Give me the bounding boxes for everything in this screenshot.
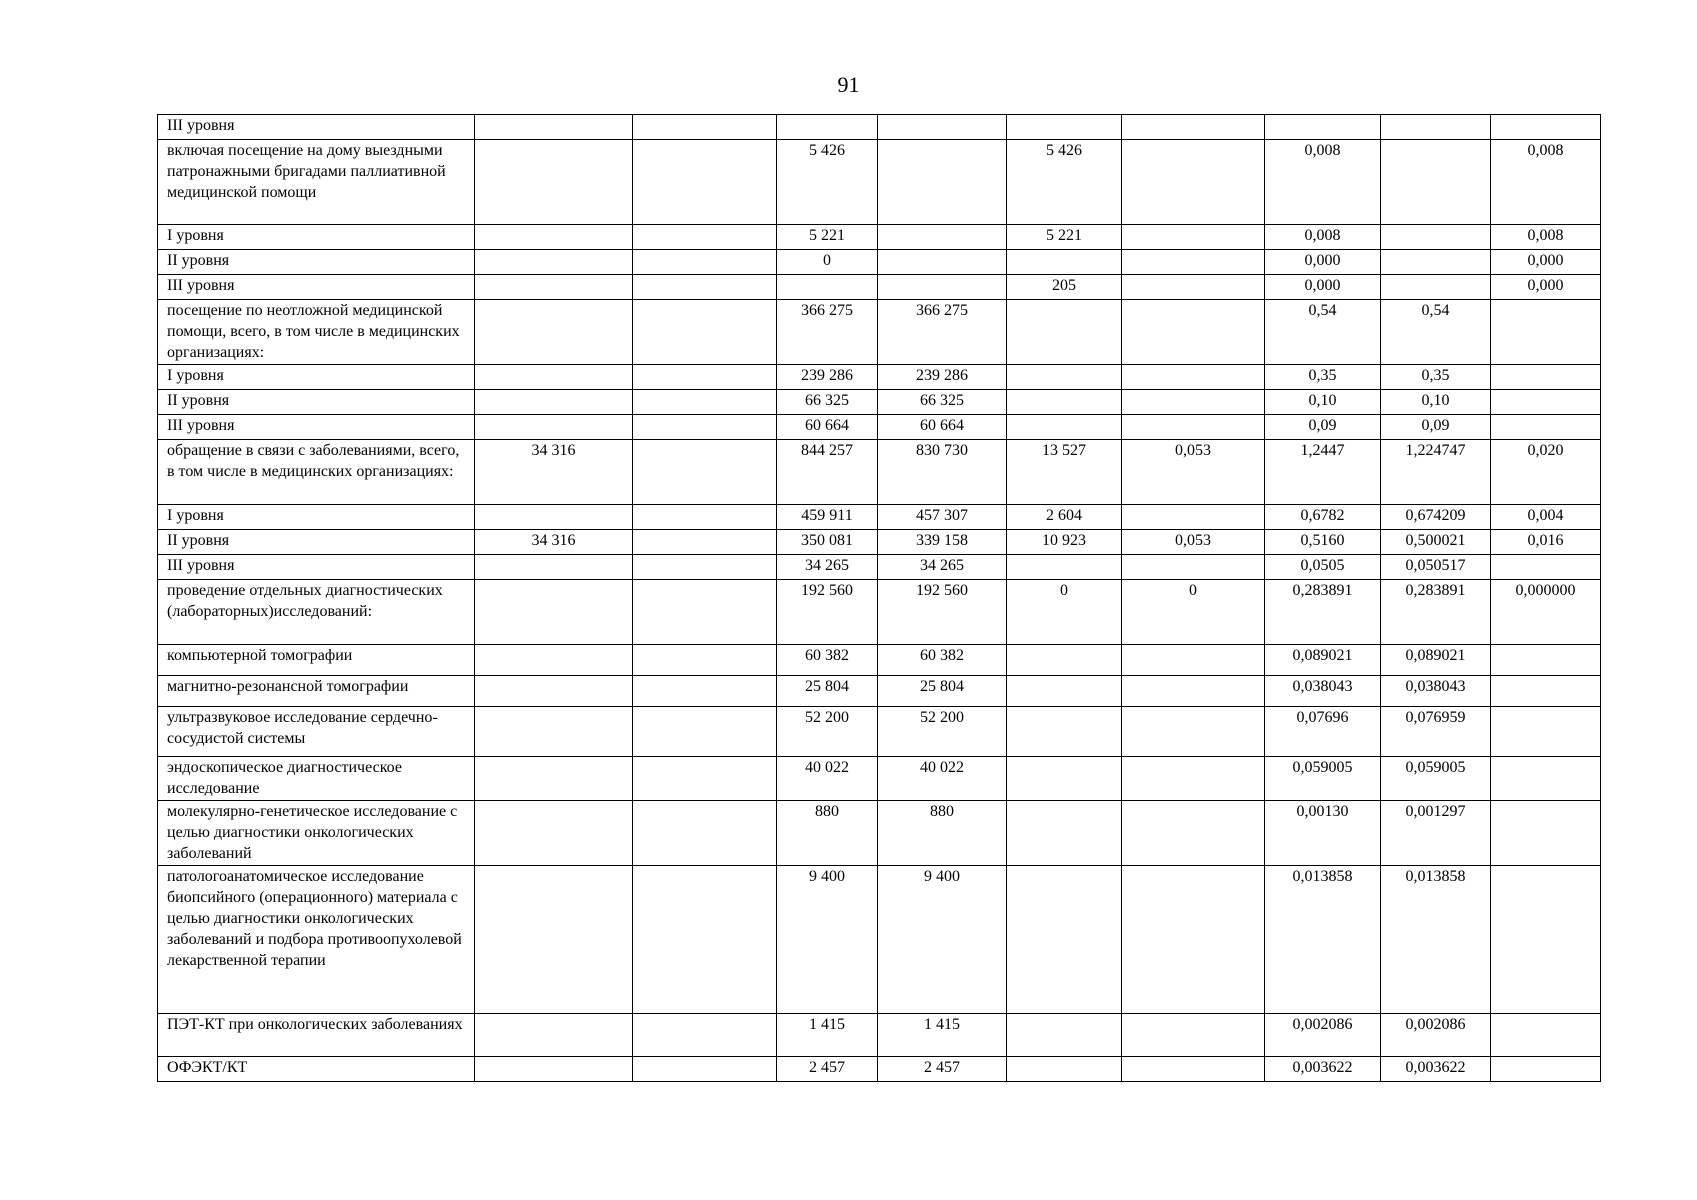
table-row <box>158 530 1601 555</box>
table-cell: 0,059005 <box>1381 757 1491 801</box>
table-cell: 1,224747 <box>1381 440 1491 505</box>
table-cell <box>777 115 878 140</box>
table-cell <box>1491 390 1601 415</box>
table-cell <box>878 225 1007 250</box>
row-label-cell: включая посещение на дому выездными патронажными бригадами паллиативной медицинской помощи <box>158 140 475 225</box>
table-cell: 25 804 <box>878 676 1007 707</box>
table-cell: 34 265 <box>878 555 1007 580</box>
table-cell: 1 415 <box>878 1014 1007 1057</box>
table-cell: 40 022 <box>878 757 1007 801</box>
table-cell <box>1122 300 1265 365</box>
table-cell: 52 200 <box>878 707 1007 757</box>
table-cell <box>1381 115 1491 140</box>
row-label-cell: III уровня <box>158 415 475 440</box>
table-cell: 0,283891 <box>1381 580 1491 645</box>
row-label-cell: ПЭТ-КТ при онкологических заболеваниях <box>158 1014 475 1057</box>
table-cell <box>1007 365 1122 390</box>
table-row <box>158 757 1601 801</box>
table-cell <box>475 115 633 140</box>
table-cell <box>1491 866 1601 1014</box>
table-cell <box>475 866 633 1014</box>
table-cell <box>633 275 777 300</box>
table-cell <box>1491 676 1601 707</box>
row-label-cell: I уровня <box>158 225 475 250</box>
table-row <box>158 115 1601 140</box>
table-cell: 0,016 <box>1491 530 1601 555</box>
table-cell <box>878 275 1007 300</box>
row-label-cell: магнитно-резонансной томографии <box>158 676 475 707</box>
table-cell <box>1007 801 1122 866</box>
row-label-cell: обращение в связи с заболеваниями, всего, в том числе в медицинских организациях: <box>158 440 475 505</box>
row-label-cell: III уровня <box>158 555 475 580</box>
table-cell: 60 664 <box>777 415 878 440</box>
table-cell: 0,089021 <box>1381 645 1491 676</box>
row-label-cell: ультразвуковое исследование сердечно-сосудистой системы <box>158 707 475 757</box>
table-row <box>158 365 1601 390</box>
table-cell <box>633 225 777 250</box>
table-cell: 880 <box>777 801 878 866</box>
table-cell <box>1381 250 1491 275</box>
table-cell <box>1491 1014 1601 1057</box>
table-cell: 34 265 <box>777 555 878 580</box>
table-cell <box>633 580 777 645</box>
table-cell: 60 664 <box>878 415 1007 440</box>
table-row <box>158 390 1601 415</box>
table-cell <box>1122 275 1265 300</box>
table-row <box>158 415 1601 440</box>
table-cell: 5 426 <box>1007 140 1122 225</box>
table-cell: 0,002086 <box>1265 1014 1381 1057</box>
table-cell: 0,000 <box>1491 250 1601 275</box>
table-cell <box>878 140 1007 225</box>
table-cell: 0,038043 <box>1265 676 1381 707</box>
table-cell <box>633 505 777 530</box>
table-cell: 60 382 <box>878 645 1007 676</box>
table-cell <box>475 390 633 415</box>
table-cell: 10 923 <box>1007 530 1122 555</box>
table-cell: 0,54 <box>1265 300 1381 365</box>
table-cell <box>475 225 633 250</box>
table-cell <box>1122 225 1265 250</box>
table-cell <box>475 1014 633 1057</box>
table-cell: 2 457 <box>777 1057 878 1082</box>
table-cell <box>475 1057 633 1082</box>
table-cell: 0,008 <box>1265 140 1381 225</box>
table-row <box>158 440 1601 505</box>
table-cell: 66 325 <box>777 390 878 415</box>
row-label-cell: I уровня <box>158 505 475 530</box>
table-cell: 0,003622 <box>1265 1057 1381 1082</box>
table-cell: 60 382 <box>777 645 878 676</box>
table-cell <box>1122 140 1265 225</box>
table-cell: 350 081 <box>777 530 878 555</box>
table-cell <box>1122 390 1265 415</box>
table-row <box>158 866 1601 1014</box>
table-cell: 0,10 <box>1381 390 1491 415</box>
table-cell <box>633 707 777 757</box>
table-cell <box>1491 365 1601 390</box>
table-cell <box>1122 645 1265 676</box>
table-cell: 239 286 <box>878 365 1007 390</box>
table-cell <box>475 140 633 225</box>
table-cell: 0,674209 <box>1381 505 1491 530</box>
table-cell <box>475 580 633 645</box>
table-cell: 0,07696 <box>1265 707 1381 757</box>
row-label-cell: ОФЭКТ/КТ <box>158 1057 475 1082</box>
table-cell <box>1122 505 1265 530</box>
table-cell <box>1491 757 1601 801</box>
table-cell <box>1122 1057 1265 1082</box>
table-cell: 205 <box>1007 275 1122 300</box>
table-cell <box>878 250 1007 275</box>
table-cell <box>475 801 633 866</box>
table-cell: 0,283891 <box>1265 580 1381 645</box>
table-cell <box>475 300 633 365</box>
table-cell: 0,020 <box>1491 440 1601 505</box>
table-cell <box>1122 757 1265 801</box>
table-cell <box>633 140 777 225</box>
table-cell: 0,35 <box>1381 365 1491 390</box>
table-cell: 0,35 <box>1265 365 1381 390</box>
table-cell: 0,10 <box>1265 390 1381 415</box>
table-cell: 52 200 <box>777 707 878 757</box>
table-cell: 1,2447 <box>1265 440 1381 505</box>
table-cell <box>633 365 777 390</box>
row-label-cell: молекулярно-генетическое исследование с целью диагностики онкологических заболеваний <box>158 801 475 866</box>
table-row <box>158 225 1601 250</box>
table-cell <box>1491 115 1601 140</box>
table-cell: 9 400 <box>777 866 878 1014</box>
table-cell: 40 022 <box>777 757 878 801</box>
table-cell <box>1007 757 1122 801</box>
table-cell <box>1491 801 1601 866</box>
table-cell: 2 604 <box>1007 505 1122 530</box>
table-cell: 0,002086 <box>1381 1014 1491 1057</box>
table-cell: 192 560 <box>878 580 1007 645</box>
table-cell: 9 400 <box>878 866 1007 1014</box>
table-cell <box>1122 115 1265 140</box>
table-cell: 0,09 <box>1265 415 1381 440</box>
row-label-cell: II уровня <box>158 390 475 415</box>
table-cell: 34 316 <box>475 440 633 505</box>
table-cell <box>1122 250 1265 275</box>
row-label-cell: посещение по неотложной медицинской помощи, всего, в том числе в медицинских организациях: <box>158 300 475 365</box>
table-cell <box>1007 250 1122 275</box>
table-cell: 2 457 <box>878 1057 1007 1082</box>
row-label-cell: III уровня <box>158 115 475 140</box>
table-row <box>158 505 1601 530</box>
row-label-cell: эндоскопическое диагностическое исследование <box>158 757 475 801</box>
table-row <box>158 580 1601 645</box>
table-cell: 0,00130 <box>1265 801 1381 866</box>
table-cell: 0,54 <box>1381 300 1491 365</box>
table-cell <box>1491 415 1601 440</box>
table-cell: 0,008 <box>1265 225 1381 250</box>
table-cell <box>1265 115 1381 140</box>
table-cell <box>475 757 633 801</box>
table-cell: 0,09 <box>1381 415 1491 440</box>
table-cell: 0,500021 <box>1381 530 1491 555</box>
table-row <box>158 1057 1601 1082</box>
table-cell: 457 307 <box>878 505 1007 530</box>
row-label-cell: II уровня <box>158 530 475 555</box>
table-cell <box>475 505 633 530</box>
table-cell <box>633 757 777 801</box>
table-row <box>158 1014 1601 1057</box>
table-cell: 0,013858 <box>1381 866 1491 1014</box>
table-cell <box>1007 1014 1122 1057</box>
table-cell: 339 158 <box>878 530 1007 555</box>
row-label-cell: патологоанатомическое исследование биопсийного (операционного) материала с целью диагностики онкологических заболеваний и подбора противоопухолевой лекарственной терапии <box>158 866 475 1014</box>
table-cell: 5 221 <box>1007 225 1122 250</box>
table-cell <box>1122 866 1265 1014</box>
table-cell <box>633 676 777 707</box>
table-cell: 0,008 <box>1491 140 1601 225</box>
table-cell <box>1122 365 1265 390</box>
table-row <box>158 300 1601 365</box>
table-cell <box>633 250 777 275</box>
table-cell <box>475 365 633 390</box>
table-cell: 0 <box>1007 580 1122 645</box>
table-cell <box>1007 390 1122 415</box>
table-cell: 0,008 <box>1491 225 1601 250</box>
table-cell: 0,000000 <box>1491 580 1601 645</box>
table-cell: 0,004 <box>1491 505 1601 530</box>
table-cell <box>1007 555 1122 580</box>
table-cell: 0,089021 <box>1265 645 1381 676</box>
table-cell <box>1122 707 1265 757</box>
table-cell: 0,000 <box>1265 250 1381 275</box>
table-cell: 459 911 <box>777 505 878 530</box>
table-cell <box>1491 707 1601 757</box>
table-cell <box>1122 415 1265 440</box>
table-cell <box>633 866 777 1014</box>
table-cell <box>633 645 777 676</box>
row-label-cell: компьютерной томографии <box>158 645 475 676</box>
table-cell: 0,0505 <box>1265 555 1381 580</box>
table-cell: 25 804 <box>777 676 878 707</box>
table-cell: 1 415 <box>777 1014 878 1057</box>
table-row <box>158 676 1601 707</box>
table-row <box>158 555 1601 580</box>
table-cell <box>633 1014 777 1057</box>
table-cell: 366 275 <box>878 300 1007 365</box>
table-cell: 0,038043 <box>1381 676 1491 707</box>
page-number: 91 <box>837 72 860 97</box>
table-cell <box>633 440 777 505</box>
table-row <box>158 275 1601 300</box>
table-cell <box>1491 300 1601 365</box>
row-label-cell: III уровня <box>158 275 475 300</box>
table-row <box>158 801 1601 866</box>
table-row <box>158 707 1601 757</box>
table-cell <box>1381 225 1491 250</box>
table-cell: 5 221 <box>777 225 878 250</box>
table-cell: 0,000 <box>1265 275 1381 300</box>
table-cell: 192 560 <box>777 580 878 645</box>
table-cell <box>633 801 777 866</box>
table-cell: 5 426 <box>777 140 878 225</box>
table-cell <box>633 1057 777 1082</box>
table-cell: 239 286 <box>777 365 878 390</box>
table-cell <box>475 275 633 300</box>
table-cell: 13 527 <box>1007 440 1122 505</box>
table-cell <box>1122 1014 1265 1057</box>
table-cell: 0,5160 <box>1265 530 1381 555</box>
table-cell: 0,053 <box>1122 440 1265 505</box>
table-cell <box>777 275 878 300</box>
table-cell <box>633 115 777 140</box>
table-cell: 0 <box>777 250 878 275</box>
table-row <box>158 140 1601 225</box>
table-cell: 0,053 <box>1122 530 1265 555</box>
table-cell: 0,013858 <box>1265 866 1381 1014</box>
table-cell <box>633 555 777 580</box>
table-cell <box>633 530 777 555</box>
table-cell <box>1007 415 1122 440</box>
row-label-cell: II уровня <box>158 250 475 275</box>
table-cell <box>1381 275 1491 300</box>
table-row <box>158 250 1601 275</box>
table-cell <box>475 707 633 757</box>
table-cell: 0,059005 <box>1265 757 1381 801</box>
table-cell <box>633 300 777 365</box>
table-cell <box>633 415 777 440</box>
table-cell <box>1007 1057 1122 1082</box>
table-cell: 366 275 <box>777 300 878 365</box>
table-cell: 844 257 <box>777 440 878 505</box>
table-cell <box>475 555 633 580</box>
table-cell: 880 <box>878 801 1007 866</box>
table-cell: 0,001297 <box>1381 801 1491 866</box>
table-cell <box>1491 1057 1601 1082</box>
table-cell <box>1122 555 1265 580</box>
table-cell <box>1491 555 1601 580</box>
table-cell <box>475 250 633 275</box>
table-cell <box>1007 115 1122 140</box>
table-cell <box>1007 300 1122 365</box>
table-cell <box>475 415 633 440</box>
table-cell <box>1381 140 1491 225</box>
table-cell <box>1491 645 1601 676</box>
table-cell <box>878 115 1007 140</box>
table-row <box>158 645 1601 676</box>
table-cell <box>475 645 633 676</box>
table-cell: 0,003622 <box>1381 1057 1491 1082</box>
table-cell <box>1007 866 1122 1014</box>
table-cell: 830 730 <box>878 440 1007 505</box>
table-cell: 0,6782 <box>1265 505 1381 530</box>
table-cell: 66 325 <box>878 390 1007 415</box>
table-cell: 0,000 <box>1491 275 1601 300</box>
row-label-cell: проведение отдельных диагностических (лабораторных)исследований: <box>158 580 475 645</box>
table-cell: 0 <box>1122 580 1265 645</box>
table-cell <box>475 676 633 707</box>
table-cell: 34 316 <box>475 530 633 555</box>
table-cell <box>1122 801 1265 866</box>
data-table <box>157 114 1601 1082</box>
table-cell <box>1007 676 1122 707</box>
row-label-cell: I уровня <box>158 365 475 390</box>
table-body <box>158 115 1601 1082</box>
table-cell <box>1122 676 1265 707</box>
table-cell: 0,050517 <box>1381 555 1491 580</box>
table-cell: 0,076959 <box>1381 707 1491 757</box>
table-cell <box>633 390 777 415</box>
table-cell <box>1007 707 1122 757</box>
table-cell <box>1007 645 1122 676</box>
